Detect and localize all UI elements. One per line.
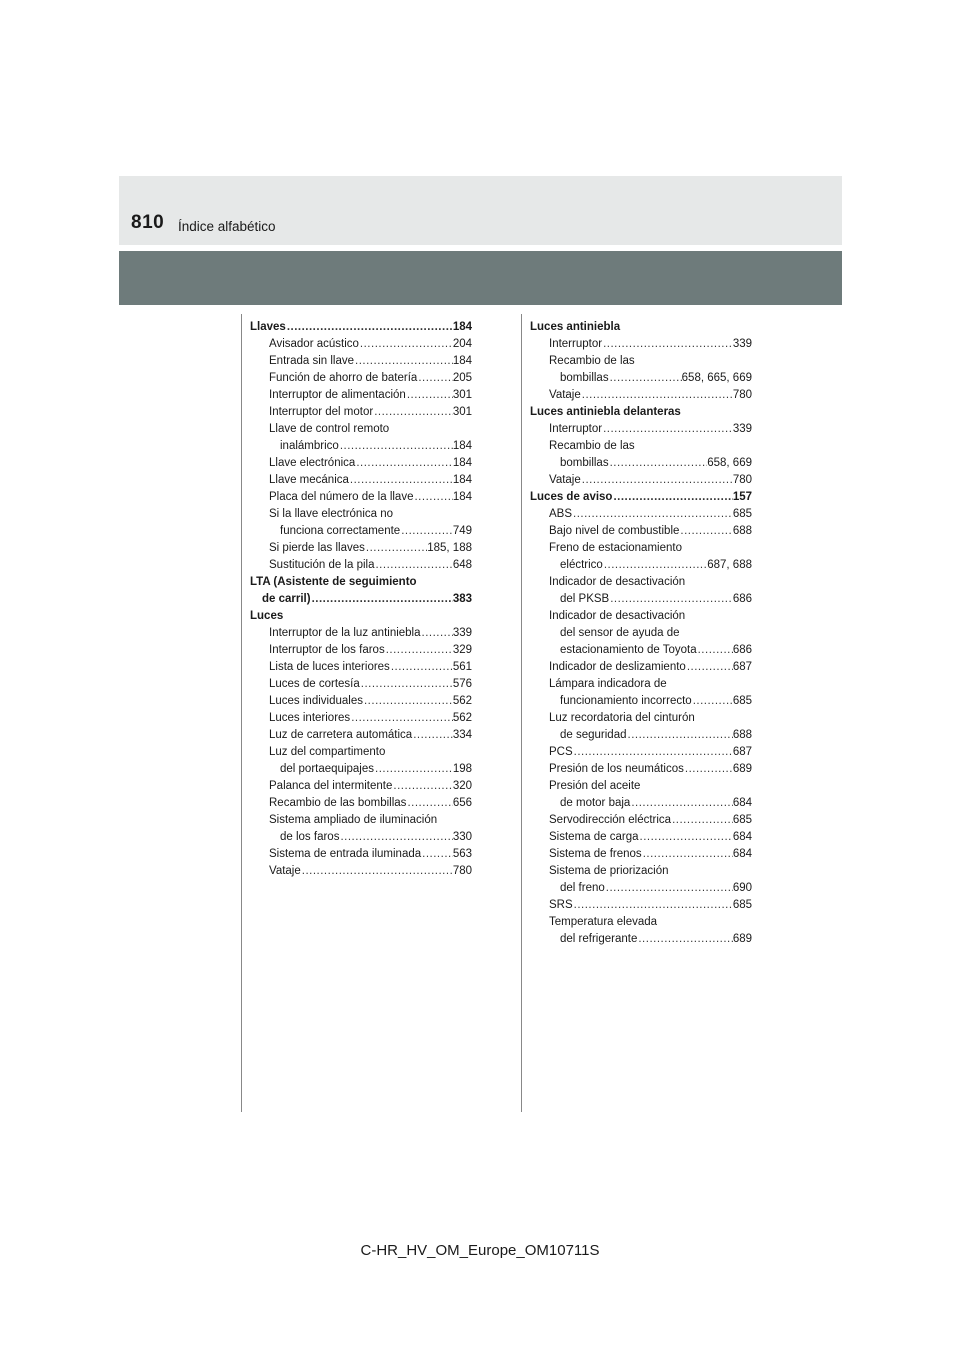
- section-title: Índice alfabético: [178, 219, 276, 234]
- index-entry: [250, 540, 472, 557]
- index-entry: [530, 608, 752, 625]
- index-term: Temperatura elevada: [549, 916, 658, 928]
- index-page-ref: 205: [452, 372, 472, 384]
- index-term: Luz de carretera automática: [269, 729, 413, 741]
- right-column-rule: [521, 314, 522, 1112]
- index-page-ref: 184: [452, 355, 472, 367]
- index-page-ref: 658, 665, 669: [681, 372, 752, 384]
- index-term: Sistema de priorización: [549, 865, 669, 877]
- index-page-ref: 686: [732, 593, 752, 605]
- dot-leader: [603, 557, 707, 574]
- index-page-ref: 688: [732, 525, 752, 537]
- index-term: del freno: [560, 882, 605, 894]
- index-term: Luces: [250, 610, 284, 622]
- index-entry: [250, 387, 472, 404]
- index-page-ref: 686: [732, 644, 752, 656]
- index-term: bombillas: [560, 457, 609, 469]
- index-page-ref: 330: [452, 831, 472, 843]
- index-term: Interruptor de la luz antiniebla: [269, 627, 421, 639]
- index-page-ref: 684: [732, 848, 752, 860]
- dot-leader: [417, 370, 452, 387]
- index-entry: [530, 319, 752, 336]
- dot-leader: [373, 404, 453, 421]
- index-entry: [250, 829, 472, 846]
- index-page-ref: 684: [732, 797, 752, 809]
- index-page-ref: 685: [732, 899, 752, 911]
- index-entry: [530, 404, 752, 421]
- index-entry: [250, 370, 472, 387]
- index-term: Sistema de entrada iluminada: [269, 848, 422, 860]
- index-entry: [250, 676, 472, 693]
- index-page-ref: 204: [452, 338, 472, 350]
- index-term: ABS: [549, 508, 573, 520]
- index-term: funciona correctamente: [280, 525, 401, 537]
- index-entry: [250, 693, 472, 710]
- dot-leader: [374, 761, 453, 778]
- dot-leader: [679, 523, 732, 540]
- index-entry: [250, 812, 472, 829]
- index-entry: [530, 659, 752, 676]
- index-term: Luces de cortesía: [269, 678, 360, 690]
- dot-leader: [630, 795, 732, 812]
- dot-leader: [684, 761, 733, 778]
- index-term: Vataje: [269, 865, 301, 877]
- dot-leader: [339, 438, 453, 455]
- index-entry: [530, 727, 752, 744]
- index-page-ref: 658, 669: [707, 457, 752, 469]
- index-term: Sistema de carga: [549, 831, 639, 843]
- index-page-ref: 339: [452, 627, 472, 639]
- index-page-ref: 684: [732, 831, 752, 843]
- dot-leader: [671, 812, 733, 829]
- index-page-ref: 690: [732, 882, 752, 894]
- dot-leader: [421, 625, 453, 642]
- dot-leader: [301, 863, 453, 880]
- dot-leader: [413, 489, 452, 506]
- index-page-ref: 339: [732, 423, 752, 435]
- dot-leader: [339, 829, 452, 846]
- index-term: Presión de los neumáticos: [549, 763, 684, 775]
- index-page-ref: 184: [452, 321, 472, 333]
- index-term: Entrada sin llave: [269, 355, 355, 367]
- index-entry: [250, 846, 472, 863]
- dot-leader: [609, 455, 708, 472]
- dot-leader: [697, 642, 733, 659]
- index-term: Avisador acústico: [269, 338, 359, 350]
- index-page-ref: 687: [732, 746, 752, 758]
- index-entry: [250, 506, 472, 523]
- index-page-ref: 561: [452, 661, 472, 673]
- index-term: Recambio de las: [549, 440, 635, 452]
- index-entry: [530, 795, 752, 812]
- index-page-ref: 320: [452, 780, 472, 792]
- dot-leader: [609, 591, 733, 608]
- index-entry: [250, 710, 472, 727]
- index-page-ref: 184: [452, 491, 472, 503]
- index-term: del sensor de ayuda de: [560, 627, 680, 639]
- index-page-ref: 184: [452, 440, 472, 452]
- index-term: Vataje: [549, 474, 581, 486]
- index-entry: [250, 795, 472, 812]
- dot-leader: [421, 846, 453, 863]
- dot-leader: [390, 659, 453, 676]
- index-page-ref: 562: [452, 695, 472, 707]
- left-column-rule: [241, 314, 242, 1112]
- dot-leader: [573, 897, 733, 914]
- index-entry: [530, 557, 752, 574]
- index-page-ref: 689: [732, 763, 752, 775]
- dot-leader: [360, 676, 453, 693]
- index-page-ref: 339: [732, 338, 752, 350]
- index-entry: [530, 625, 752, 642]
- dot-leader: [286, 319, 453, 336]
- index-page-ref: 563: [452, 848, 472, 860]
- index-column-left: [250, 319, 472, 880]
- dot-leader: [365, 540, 427, 557]
- index-term: Sustitución de la pila: [269, 559, 375, 571]
- index-entry: [250, 557, 472, 574]
- index-term: Palanca del intermitente: [269, 780, 393, 792]
- index-term: Luces individuales: [269, 695, 363, 707]
- index-entry: [530, 523, 752, 540]
- index-term: Indicador de deslizamiento: [549, 661, 686, 673]
- index-entry: [250, 421, 472, 438]
- index-entry: [530, 455, 752, 472]
- index-entry: [530, 863, 752, 880]
- index-entry: [250, 863, 472, 880]
- index-page-ref: 562: [452, 712, 472, 724]
- dot-leader: [363, 693, 453, 710]
- index-page-ref: 184: [452, 457, 472, 469]
- index-entry: [530, 931, 752, 948]
- index-term: Interruptor: [549, 338, 603, 350]
- index-term: Luces interiores: [269, 712, 351, 724]
- section-banner: [119, 251, 842, 305]
- index-term: Si pierde las llaves: [269, 542, 365, 554]
- index-entry: [530, 591, 752, 608]
- dot-leader: [642, 846, 733, 863]
- index-term: Luz recordatoria del cinturón: [549, 712, 695, 724]
- index-entry: [250, 438, 472, 455]
- index-entry: [530, 489, 752, 506]
- index-entry: [530, 880, 752, 897]
- index-entry: [530, 897, 752, 914]
- index-term: Freno de estacionamiento: [549, 542, 682, 554]
- index-entry: [530, 506, 752, 523]
- index-term: SRS: [549, 899, 573, 911]
- index-entry: [250, 608, 472, 625]
- index-term: Sistema de frenos: [549, 848, 642, 860]
- index-page-ref: 656: [452, 797, 472, 809]
- dot-leader: [602, 421, 733, 438]
- index-term: eléctrico: [560, 559, 603, 571]
- dot-leader: [406, 795, 452, 812]
- index-term: Llaves: [250, 321, 286, 333]
- dot-leader: [627, 727, 733, 744]
- index-term: de los faros: [280, 831, 340, 843]
- index-entry: [530, 693, 752, 710]
- index-term: PCS: [549, 746, 573, 758]
- index-term: de carril): [262, 593, 311, 605]
- index-page-ref: 685: [732, 814, 752, 826]
- index-page-ref: 198: [452, 763, 472, 775]
- index-entry: [250, 659, 472, 676]
- dot-leader: [605, 880, 733, 897]
- dot-leader: [354, 353, 453, 370]
- header-band: [119, 176, 842, 245]
- index-page-ref: 688: [732, 729, 752, 741]
- dot-leader: [573, 744, 733, 761]
- index-entry: [250, 778, 472, 795]
- index-term: Vataje: [549, 389, 581, 401]
- index-entry: [530, 829, 752, 846]
- index-page-ref: 687: [732, 661, 752, 673]
- index-term: Llave mecánica: [269, 474, 349, 486]
- index-entry: [530, 438, 752, 455]
- index-entry: [530, 914, 752, 931]
- index-entry: [530, 676, 752, 693]
- dot-leader: [385, 642, 453, 659]
- index-entry: [530, 761, 752, 778]
- dot-leader: [349, 472, 453, 489]
- dot-leader: [355, 455, 453, 472]
- index-term: del refrigerante: [560, 933, 638, 945]
- dot-leader: [412, 727, 453, 744]
- index-entry: [530, 710, 752, 727]
- index-entry: [250, 642, 472, 659]
- dot-leader: [609, 370, 682, 387]
- index-page-ref: 157: [732, 491, 752, 503]
- index-entry: [530, 421, 752, 438]
- dot-leader: [350, 710, 453, 727]
- index-term: Interruptor de los faros: [269, 644, 385, 656]
- index-term: Bajo nivel de combustible: [549, 525, 680, 537]
- index-term: funcionamiento incorrecto: [560, 695, 692, 707]
- index-term: estacionamiento de Toyota: [560, 644, 697, 656]
- index-entry: [250, 353, 472, 370]
- index-term: Función de ahorro de batería: [269, 372, 418, 384]
- dot-leader: [581, 387, 733, 404]
- index-entry: [250, 727, 472, 744]
- dot-leader: [639, 829, 733, 846]
- dot-leader: [374, 557, 452, 574]
- dot-leader: [311, 591, 453, 608]
- index-entry: [250, 319, 472, 336]
- index-term: Indicador de desactivación: [549, 576, 686, 588]
- index-page-ref: 648: [452, 559, 472, 571]
- index-term: bombillas: [560, 372, 609, 384]
- index-term: inalámbrico: [280, 440, 339, 452]
- index-page-ref: 687, 688: [707, 559, 752, 571]
- index-term: Lista de luces interiores: [269, 661, 390, 673]
- index-term: Recambio de las bombillas: [269, 797, 407, 809]
- index-term: Recambio de las: [549, 355, 635, 367]
- index-entry: [250, 336, 472, 353]
- index-term: Lámpara indicadora de: [549, 678, 667, 690]
- dot-leader: [406, 387, 453, 404]
- index-page-ref: 689: [732, 933, 752, 945]
- index-entry: [530, 540, 752, 557]
- index-entry: [530, 387, 752, 404]
- index-term: Servodirección eléctrica: [549, 814, 672, 826]
- index-entry: [250, 574, 472, 591]
- index-page-ref: 383: [452, 593, 472, 605]
- index-entry: [250, 455, 472, 472]
- dot-leader: [572, 506, 733, 523]
- index-page-ref: 185, 188: [427, 542, 472, 554]
- index-page-ref: 780: [732, 389, 752, 401]
- index-term: de motor baja: [560, 797, 631, 809]
- index-page-ref: 301: [452, 389, 472, 401]
- index-entry: [530, 642, 752, 659]
- index-term: Luces de aviso: [530, 491, 613, 503]
- dot-leader: [686, 659, 733, 676]
- index-page-ref: 749: [452, 525, 472, 537]
- dot-leader: [637, 931, 732, 948]
- dot-leader: [612, 489, 732, 506]
- index-entry: [250, 761, 472, 778]
- index-entry: [530, 370, 752, 387]
- dot-leader: [692, 693, 733, 710]
- index-page-ref: 329: [452, 644, 472, 656]
- index-entry: [530, 472, 752, 489]
- index-term: Interruptor: [549, 423, 603, 435]
- index-term: Si la llave electrónica no: [269, 508, 394, 520]
- index-page-ref: 685: [732, 695, 752, 707]
- dot-leader: [392, 778, 452, 795]
- index-entry: [250, 489, 472, 506]
- index-term: Luces antiniebla delanteras: [530, 406, 681, 418]
- index-entry: [530, 812, 752, 829]
- index-entry: [250, 625, 472, 642]
- dot-leader: [602, 336, 733, 353]
- index-page-ref: 184: [452, 474, 472, 486]
- index-entry: [530, 778, 752, 795]
- index-term: Sistema ampliado de iluminación: [269, 814, 438, 826]
- dot-leader: [581, 472, 733, 489]
- index-entry: [530, 744, 752, 761]
- index-term: Interruptor del motor: [269, 406, 374, 418]
- index-entry: [250, 523, 472, 540]
- index-term: Luz del compartimento: [269, 746, 386, 758]
- index-entry: [530, 846, 752, 863]
- index-page-ref: 685: [732, 508, 752, 520]
- dot-leader: [359, 336, 453, 353]
- index-entry: [250, 591, 472, 608]
- index-term: Llave de control remoto: [269, 423, 390, 435]
- page-number: 810: [131, 212, 165, 233]
- index-page-ref: 301: [452, 406, 472, 418]
- index-page-ref: 334: [452, 729, 472, 741]
- index-term: Llave electrónica: [269, 457, 356, 469]
- index-entry: [250, 472, 472, 489]
- index-page-ref: 576: [452, 678, 472, 690]
- index-term: del PKSB: [560, 593, 610, 605]
- index-term: Presión del aceite: [549, 780, 641, 792]
- dot-leader: [400, 523, 453, 540]
- index-entry: [530, 574, 752, 591]
- index-column-right: [530, 319, 752, 948]
- index-term: de seguridad: [560, 729, 627, 741]
- index-term: Interruptor de alimentación: [269, 389, 406, 401]
- index-page-ref: 780: [732, 474, 752, 486]
- index-entry: [250, 744, 472, 761]
- index-term: Indicador de desactivación: [549, 610, 686, 622]
- index-term: del portaequipajes: [280, 763, 374, 775]
- index-term: Placa del número de la llave: [269, 491, 414, 503]
- index-term: LTA (Asistente de seguimiento: [250, 576, 417, 588]
- index-entry: [250, 404, 472, 421]
- index-term: Luces antiniebla: [530, 321, 621, 333]
- index-entry: [530, 353, 752, 370]
- index-page-ref: 780: [452, 865, 472, 877]
- index-entry: [530, 336, 752, 353]
- document-code: C-HR_HV_OM_Europe_OM10711S: [360, 1242, 600, 1259]
